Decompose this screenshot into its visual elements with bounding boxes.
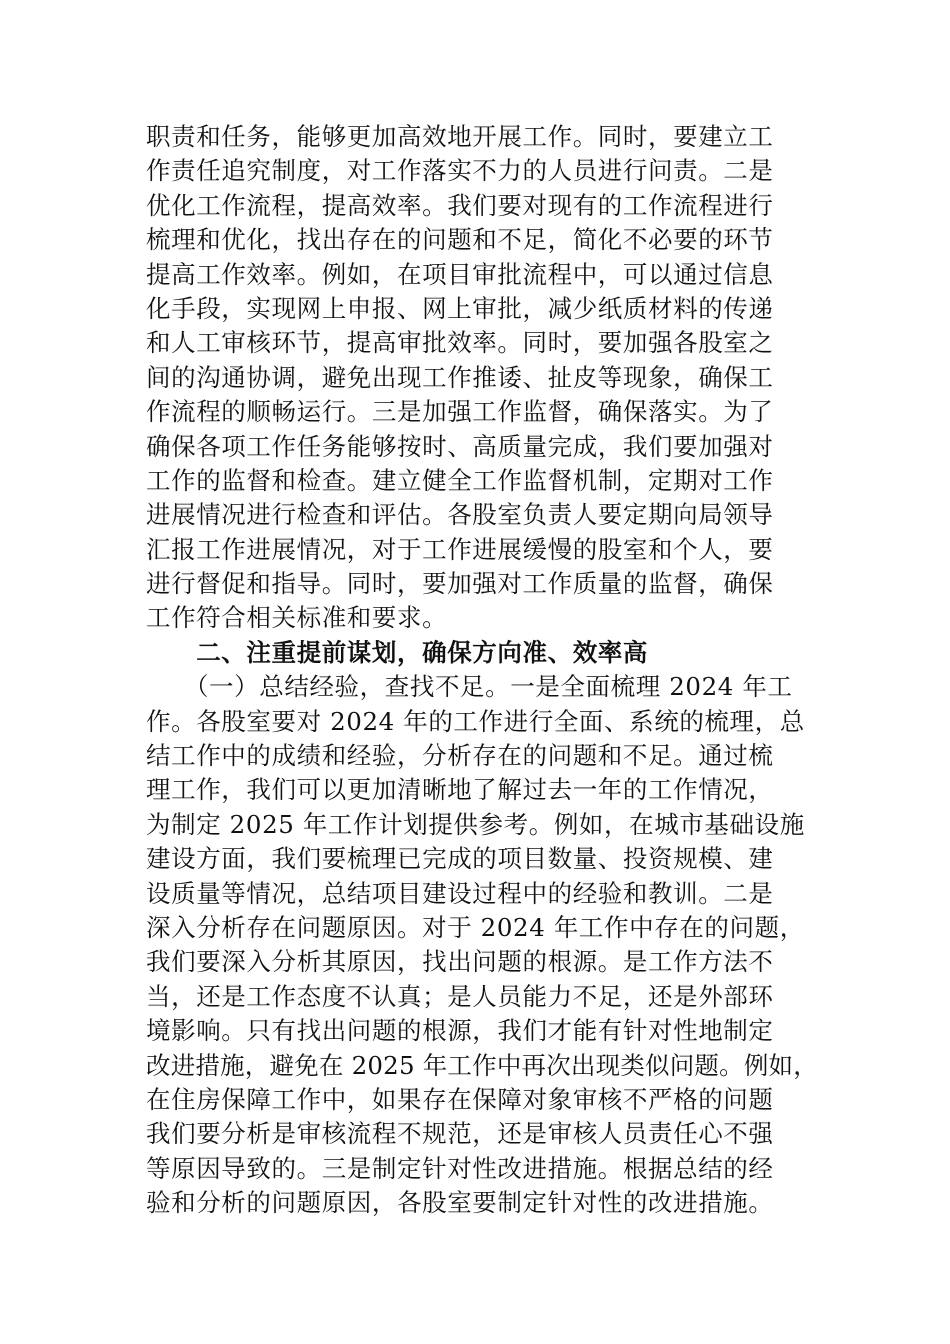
text-line: 确保各项工作任务能够按时、高质量完成，我们要加强对 [146,431,774,461]
text-line: （一）总结经验，查找不足。一是全面梳理 2024 年工 [146,672,793,702]
text-line: 为制定 2025 年工作计划提供参考。例如，在城市基础设施 [146,809,805,839]
text-line: 我们要分析是审核流程不规范，还是审核人员责任心不强 [146,1119,774,1149]
text-line: 进行督促和指导。同时，要加强对工作质量的监督，确保 [146,569,774,599]
text-line: 作。各股室要对 2024 年的工作进行全面、系统的梳理，总 [146,706,805,736]
text-line: 提高工作效率。例如，在项目审批流程中，可以通过信息 [146,259,774,289]
text-line: 化手段，实现网上申报、网上审批，减少纸质材料的传递 [146,293,774,323]
text-line: 等原因导致的。三是制定针对性改进措施。根据总结的经 [146,1153,774,1183]
text-line: 间的沟通协调，避免出现工作推诿、扯皮等现象，确保工 [146,362,774,392]
text-line: 职责和任务，能够更加高效地开展工作。同时，要建立工 [146,122,774,151]
section-heading: 二、注重提前谋划，确保方向准、效率高 [146,637,648,667]
text-line: 建设方面，我们要梳理已完成的项目数量、投资规模、建 [146,844,774,874]
text-line: 在住房保障工作中，如果存在保障对象审核不严格的问题 [146,1084,774,1114]
text-line: 改进措施，避免在 2025 年工作中再次出现类似问题。例如， [146,1050,818,1080]
text-line: 我们要深入分析其原因，找出问题的根源。是工作方法不 [146,947,774,977]
text-line: 境影响。只有找出问题的根源，我们才能有针对性地制定 [146,1016,774,1046]
text-line: 理工作，我们可以更加清晰地了解过去一年的工作情况， [146,775,774,805]
text-line: 汇报工作进展情况，对于工作进展缓慢的股室和个人，要 [146,534,774,564]
text-line: 优化工作流程，提高效率。我们要对现有的工作流程进行 [146,190,774,220]
text-line: 工作符合相关标准和要求。 [146,603,448,633]
text-line: 深入分析存在问题原因。对于 2024 年工作中存在的问题， [146,912,805,942]
text-line: 进展情况进行检查和评估。各股室负责人要定期向局领导 [146,500,774,530]
text-line: 作责任追究制度，对工作落实不力的人员进行问责。二是 [146,156,774,186]
text-line: 和人工审核环节，提高审批效率。同时，要加强各股室之 [146,328,774,358]
text-line: 工作的监督和检查。建立健全工作监督机制，定期对工作 [146,465,774,495]
text-line: 验和分析的问题原因，各股室要制定针对性的改进措施。 [146,1188,774,1218]
text-line: 结工作中的成绩和经验，分析存在的问题和不足。通过梳 [146,741,774,771]
text-line: 当，还是工作态度不认真；是人员能力不足，还是外部环 [146,981,774,1011]
text-line: 梳理和优化，找出存在的问题和不足，简化不必要的环节 [146,225,774,255]
body-text [146,120,816,1221]
text-line: 设质量等情况，总结项目建设过程中的经验和教训。二是 [146,878,774,908]
text-line: 作流程的顺畅运行。三是加强工作监督，确保落实。为了 [146,397,774,427]
